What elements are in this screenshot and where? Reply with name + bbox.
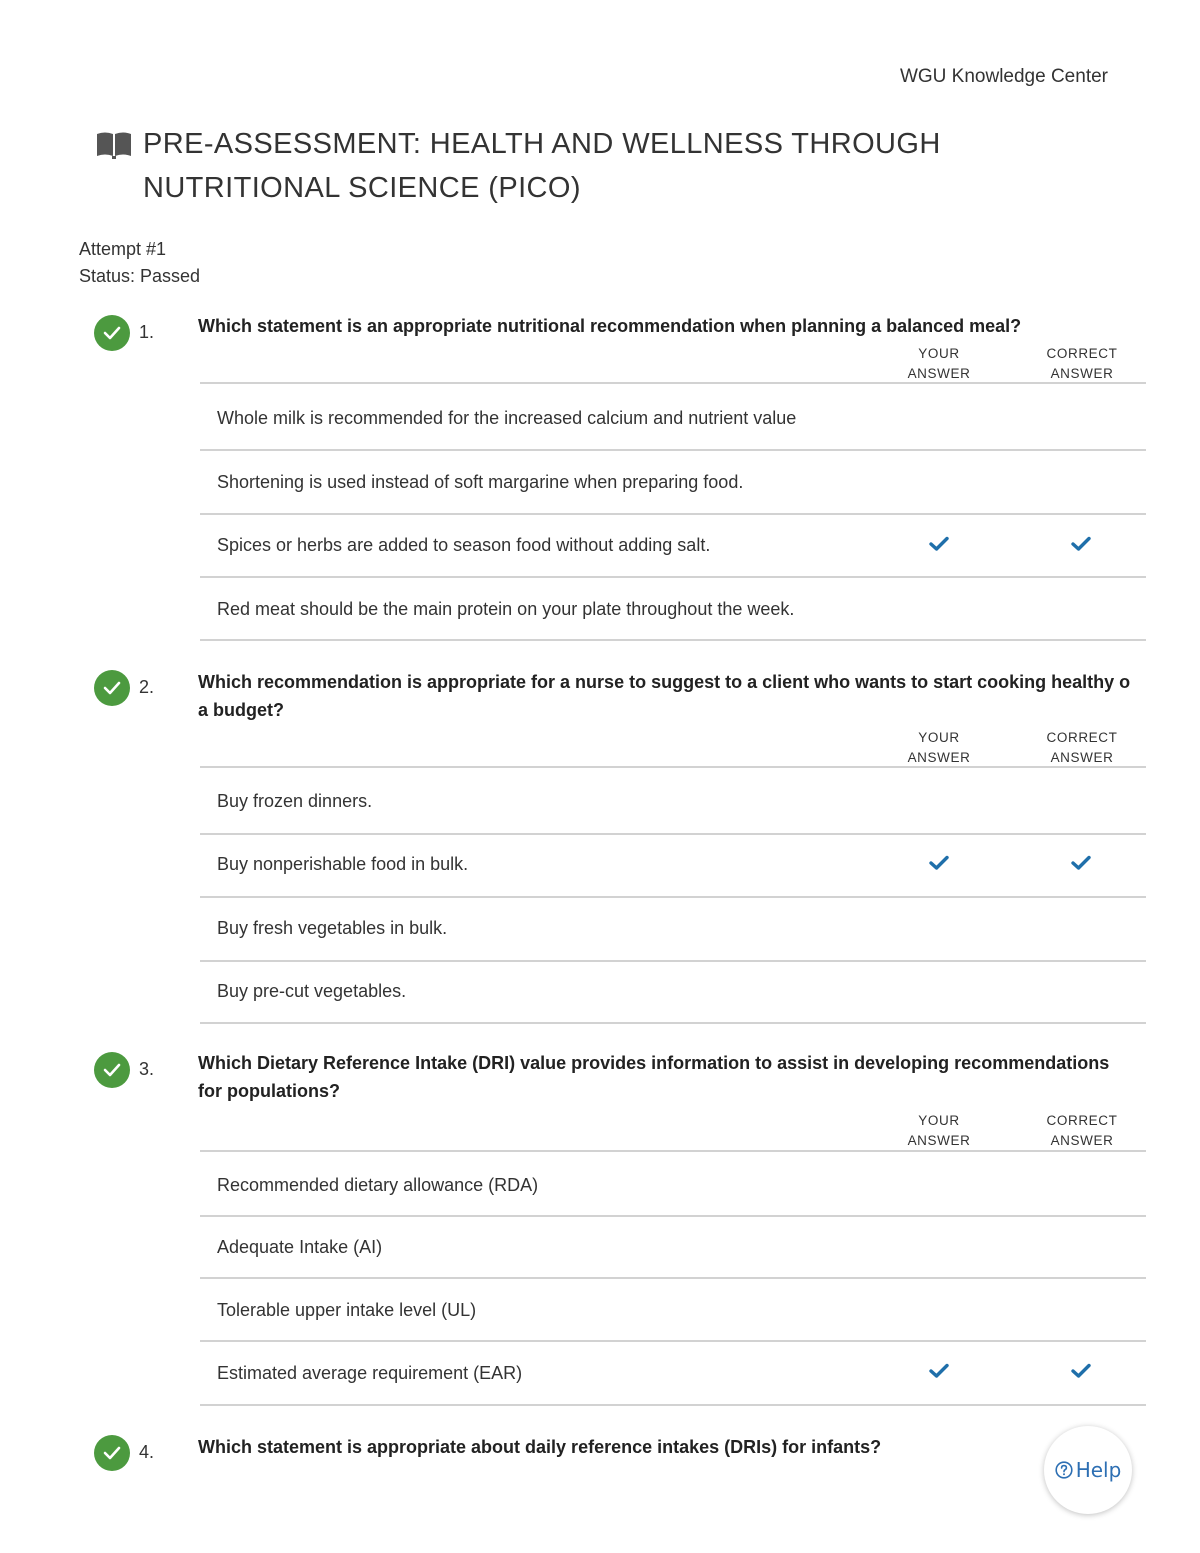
option-text: Whole milk is recommended for the increased calcium and nutrient value <box>217 408 797 428</box>
option-text: Tolerable upper intake level (UL) <box>217 1300 477 1320</box>
option-text: Red meat should be the main protein on your plate throughout the week. <box>217 599 795 619</box>
page-bottom-margin <box>0 1497 1200 1553</box>
attempt-meta <box>79 236 200 290</box>
question-text: Which statement is an appropriate nutritional recommendation when planning a balanced meal? <box>198 316 1022 336</box>
question-number: 4. <box>139 1442 155 1462</box>
your-answer-check-icon <box>929 1363 949 1379</box>
option-text: Adequate Intake (AI) <box>217 1237 383 1257</box>
question-circle-icon <box>1055 1461 1073 1479</box>
option-text: Buy frozen dinners. <box>217 791 373 811</box>
divider <box>200 1150 1146 1152</box>
correct-answer-check-icon <box>1071 536 1091 552</box>
site-name: WGU Knowledge Center <box>899 66 1108 87</box>
divider <box>200 833 1146 835</box>
correct-answer-header: CORRECT ANSWER <box>1046 1113 1118 1148</box>
your-answer-check-icon <box>929 536 949 552</box>
your-answer-header: YOUR ANSWER <box>907 730 971 765</box>
divider <box>200 766 1146 768</box>
question-number: 2. <box>139 677 155 697</box>
option-text: Buy fresh vegetables in bulk. <box>217 918 448 938</box>
option-text: Spices or herbs are added to season food without adding salt. <box>217 535 711 555</box>
option-text: Shortening is used instead of soft margarine when preparing food. <box>217 472 744 492</box>
question-text-line1: Which Dietary Reference Intake (DRI) value provides information to assist in developing recommendations <box>198 1053 1110 1073</box>
question-text-line2: for populations? <box>198 1081 340 1101</box>
divider <box>200 960 1146 962</box>
divider <box>200 382 1146 384</box>
page-title-line1: PRE-ASSESSMENT: HEALTH AND WELLNESS THROUGH <box>143 128 941 160</box>
option-text: Estimated average requirement (EAR) <box>217 1363 523 1383</box>
divider <box>200 1022 1146 1024</box>
page-title-line2: NUTRITIONAL SCIENCE (PICO) <box>143 172 581 204</box>
divider <box>200 1215 1146 1217</box>
check-circle-icon <box>94 1435 130 1471</box>
question-number: 1. <box>139 322 155 342</box>
check-circle-icon <box>94 1052 130 1088</box>
option-text: Recommended dietary allowance (RDA) <box>217 1175 539 1195</box>
correct-answer-header: CORRECT ANSWER <box>1046 730 1118 765</box>
divider <box>200 1404 1146 1406</box>
attempt-label: Attempt #1 <box>79 239 167 259</box>
check-circle-icon <box>94 315 130 351</box>
check-circle-icon <box>94 670 130 706</box>
page-title <box>143 122 1056 210</box>
your-answer-header: YOUR ANSWER <box>907 346 971 381</box>
option-text: Buy nonperishable food in bulk. <box>217 854 469 874</box>
option-text: Buy pre-cut vegetables. <box>217 981 407 1001</box>
question-text-line1: Which recommendation is appropriate for a nurse to suggest to a client who wants to start cooking healthy o <box>198 672 1131 692</box>
title-block <box>96 122 1056 210</box>
question-number: 3. <box>139 1059 155 1079</box>
correct-answer-check-icon <box>1071 1363 1091 1379</box>
help-button[interactable] <box>1044 1426 1132 1514</box>
divider <box>200 513 1146 515</box>
divider <box>200 639 1146 641</box>
divider <box>200 896 1146 898</box>
divider <box>200 1340 1146 1342</box>
help-label: Help <box>1075 1458 1122 1482</box>
question-text-line2: a budget? <box>198 700 284 720</box>
status-label: Status: Passed <box>79 266 201 286</box>
correct-answer-header: CORRECT ANSWER <box>1046 346 1118 381</box>
your-answer-check-icon <box>929 855 949 871</box>
divider <box>200 576 1146 578</box>
divider <box>200 1277 1146 1279</box>
question-text: Which statement is appropriate about daily reference intakes (DRIs) for infants? <box>198 1437 882 1457</box>
divider <box>200 449 1146 451</box>
correct-answer-check-icon <box>1071 855 1091 871</box>
book-icon <box>96 131 132 159</box>
your-answer-header: YOUR ANSWER <box>907 1113 971 1148</box>
